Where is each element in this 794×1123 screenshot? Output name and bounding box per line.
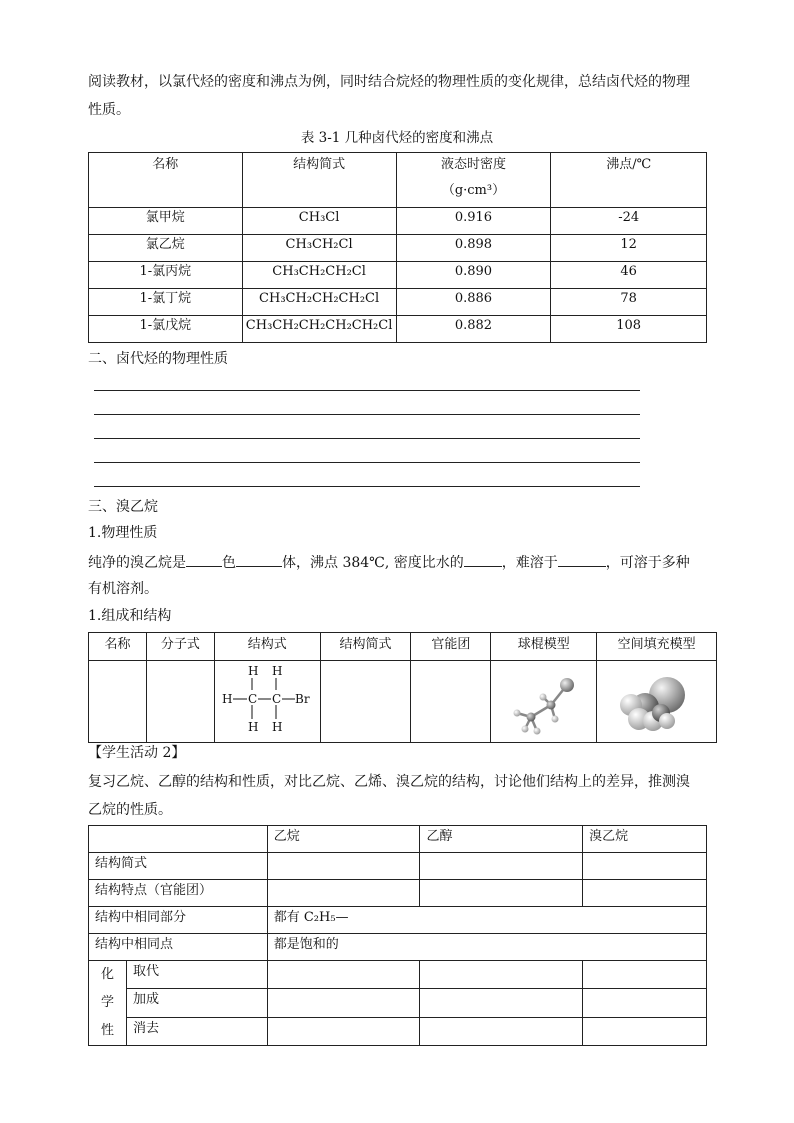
table-row xyxy=(89,316,707,343)
table2-data-row xyxy=(89,661,717,743)
header-formula: 结构简式 xyxy=(242,153,396,208)
answer-cell[interactable] xyxy=(583,853,707,880)
col-space-filling-model: 空间填充模型 xyxy=(597,633,717,661)
table-row xyxy=(89,880,707,907)
row-density: 0.886 xyxy=(396,289,551,316)
atom-c: C xyxy=(247,692,257,706)
chemical-properties-label: 化 学 性 xyxy=(89,961,127,1046)
blank-color[interactable] xyxy=(186,550,222,567)
row-formula: CH₃Cl xyxy=(242,208,396,235)
table3-header-row xyxy=(89,826,707,853)
atom-c: C xyxy=(271,692,281,706)
row-boiling-point: 46 xyxy=(551,262,707,289)
comparison-table xyxy=(88,825,707,1046)
activity-paragraph xyxy=(88,768,708,824)
answer-cell[interactable] xyxy=(267,989,420,1017)
table-row xyxy=(89,853,707,880)
bromoethane-structure-table xyxy=(88,632,717,743)
answer-cell[interactable] xyxy=(267,853,420,880)
row-density: 0.916 xyxy=(396,208,551,235)
reaction-substitution: 取代 xyxy=(126,961,267,989)
answer-line[interactable] xyxy=(94,390,640,391)
answer-cell[interactable] xyxy=(583,961,707,989)
row-boiling-point: 12 xyxy=(551,235,707,262)
corner-cell xyxy=(89,826,268,853)
atom-h: H xyxy=(271,720,283,734)
answer-line[interactable] xyxy=(94,438,640,439)
row-density: 0.882 xyxy=(396,316,551,343)
blank-insoluble-in[interactable] xyxy=(558,550,606,567)
answer-cell[interactable] xyxy=(583,880,707,907)
blank-density[interactable] xyxy=(464,550,502,567)
answer-cell[interactable] xyxy=(420,989,583,1017)
col-functional-group: 官能团 xyxy=(411,633,491,661)
cell-ball-stick-model xyxy=(491,661,597,743)
row-name: 1-氯丙烷 xyxy=(89,262,243,289)
cell-structural-formula xyxy=(214,661,320,743)
cell-functional-group[interactable] xyxy=(411,661,491,743)
header-boiling-point: 沸点/℃ xyxy=(551,153,707,208)
answer-line[interactable] xyxy=(94,414,640,415)
cell-space-filling-model xyxy=(597,661,717,743)
physical-properties-sentence: 纯净的溴乙烷是 色 体，沸点 384℃, 密度比水的 ，难溶于 ，可溶于多种 xyxy=(88,550,690,572)
header-name: 名称 xyxy=(89,153,243,208)
table-row xyxy=(89,907,707,934)
answer-cell[interactable] xyxy=(583,989,707,1017)
physical-properties-line2: 有机溶剂。 xyxy=(88,581,158,597)
table-row xyxy=(89,208,707,235)
activity-line-1: 复习乙烷、乙醇的结构和性质，对比乙烷、乙烯、溴乙烷的结构，讨论他们结构上的差异，推测溴 xyxy=(88,774,690,790)
row-boiling-point: 78 xyxy=(551,289,707,316)
table-row xyxy=(89,262,707,289)
header-density: 液态时密度 （g·cm³） xyxy=(396,153,551,208)
activity-title: 【学生活动 2】 xyxy=(88,745,186,761)
same-part-value: 都有 C₂H₅— xyxy=(267,907,706,934)
cell-name[interactable] xyxy=(89,661,147,743)
row-formula: CH₃CH₂CH₂CH₂Cl xyxy=(242,289,396,316)
intro-line-1: 阅读教材，以氯代烃的密度和沸点为例，同时结合烷烃的物理性质的变化规律，总结卤代烃的物理 xyxy=(88,74,690,90)
col-condensed-formula: 结构简式 xyxy=(320,633,411,661)
row-name: 1-氯丁烷 xyxy=(89,289,243,316)
col-ball-stick-model: 球棍模型 xyxy=(491,633,597,661)
row-formula: CH₃CH₂Cl xyxy=(242,235,396,262)
space-filling-model-image xyxy=(597,661,715,741)
col-ethane: 乙烷 xyxy=(267,826,420,853)
table1-caption: 表 3-1 几种卤代烃的密度和沸点 xyxy=(300,130,494,146)
row-formula: CH₃CH₂CH₂Cl xyxy=(242,262,396,289)
table1-header-row xyxy=(89,153,707,208)
atom-br: Br xyxy=(294,692,310,706)
intro-line-2: 性质。 xyxy=(88,102,130,118)
col-ethanol: 乙醇 xyxy=(420,826,583,853)
answer-line[interactable] xyxy=(94,486,640,487)
table-row xyxy=(89,961,707,989)
row-label-same-point: 结构中相同点 xyxy=(89,934,268,961)
row-name: 1-氯戊烷 xyxy=(89,316,243,343)
atom-h: H xyxy=(271,664,283,678)
table-row xyxy=(89,1017,707,1045)
row-boiling-point: 108 xyxy=(551,316,707,343)
row-label-same-part: 结构中相同部分 xyxy=(89,907,268,934)
table2-header-row xyxy=(89,633,717,661)
answer-cell[interactable] xyxy=(267,880,420,907)
col-structural-formula: 结构式 xyxy=(214,633,320,661)
row-label-formula: 结构简式 xyxy=(89,853,268,880)
col-bromoethane: 溴乙烷 xyxy=(583,826,707,853)
table-row xyxy=(89,289,707,316)
answer-cell[interactable] xyxy=(420,880,583,907)
intro-paragraph xyxy=(88,68,708,124)
answer-line[interactable] xyxy=(94,462,640,463)
physical-properties-heading: 1.物理性质 xyxy=(88,525,158,541)
cell-condensed-formula[interactable] xyxy=(320,661,411,743)
row-density: 0.890 xyxy=(396,262,551,289)
cell-molecular-formula[interactable] xyxy=(146,661,214,743)
table-row xyxy=(89,989,707,1017)
row-boiling-point: -24 xyxy=(551,208,707,235)
reaction-addition: 加成 xyxy=(126,989,267,1017)
section2-title: 二、卤代烃的物理性质 xyxy=(88,351,228,367)
answer-cell[interactable] xyxy=(267,961,420,989)
atom-h: H xyxy=(221,692,233,706)
blank-state[interactable] xyxy=(236,550,282,567)
row-name: 氯乙烷 xyxy=(89,235,243,262)
same-point-value: 都是饱和的 xyxy=(267,934,706,961)
row-formula: CH₃CH₂CH₂CH₂CH₂Cl xyxy=(242,316,396,343)
halide-density-table xyxy=(88,152,707,343)
answer-cell[interactable] xyxy=(420,1017,583,1045)
reaction-elimination: 消去 xyxy=(126,1017,267,1045)
row-label-feature: 结构特点（官能团） xyxy=(89,880,268,907)
col-name: 名称 xyxy=(89,633,147,661)
atom-h: H xyxy=(247,720,259,734)
answer-cell[interactable] xyxy=(420,853,583,880)
ball-stick-model-image xyxy=(491,661,595,741)
answer-cell[interactable] xyxy=(583,1017,707,1045)
row-name: 氯甲烷 xyxy=(89,208,243,235)
table-row xyxy=(89,235,707,262)
row-density: 0.898 xyxy=(396,235,551,262)
col-molecular-formula: 分子式 xyxy=(146,633,214,661)
bromoethane-structural-formula xyxy=(215,661,319,741)
answer-cell[interactable] xyxy=(420,961,583,989)
activity-line-2: 乙烷的性质。 xyxy=(88,802,172,818)
composition-heading: 1.组成和结构 xyxy=(88,608,172,624)
section3-title: 三、溴乙烷 xyxy=(88,499,158,515)
table-row xyxy=(89,934,707,961)
atom-h: H xyxy=(247,664,259,678)
answer-cell[interactable] xyxy=(267,1017,420,1045)
